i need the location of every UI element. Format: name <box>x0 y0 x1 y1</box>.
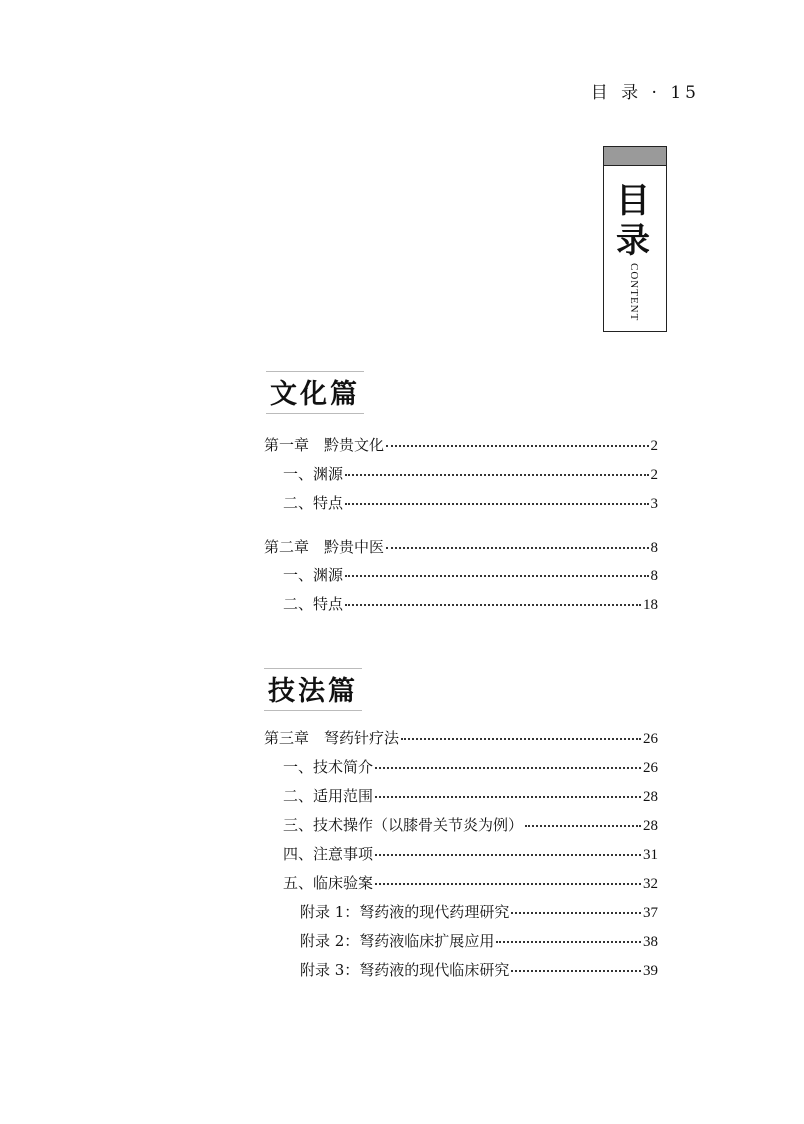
toc-entry-label: 二、特点 <box>283 494 344 512</box>
badge-char: 录 <box>616 221 650 261</box>
toc-entry-label: 四、注意事项 <box>283 845 374 863</box>
leader-dots <box>386 547 648 549</box>
toc-entry-label: 一、技术简介 <box>283 758 374 776</box>
toc-entry[interactable] <box>283 843 658 863</box>
toc-entry-page: 8 <box>650 540 658 556</box>
leader-dots <box>401 738 641 740</box>
badge-char: 目 <box>616 181 650 221</box>
toc-entry-page: 3 <box>650 496 658 512</box>
leader-dots <box>525 825 641 827</box>
toc-entry-label: 二、特点 <box>283 595 344 613</box>
badge-title <box>616 181 650 261</box>
toc-entry[interactable] <box>300 930 658 950</box>
toc-entry-label: 附录 2：弩药液临床扩展应用 <box>300 932 495 950</box>
toc-entry-label: 附录 1：弩药液的现代药理研究 <box>300 903 510 921</box>
badge-bar <box>604 147 666 166</box>
toc-entry[interactable] <box>283 492 658 512</box>
toc-entry-page: 38 <box>643 934 658 950</box>
toc-entry-page: 26 <box>643 731 658 747</box>
leader-dots <box>511 970 641 972</box>
toc-entry-label: 五、临床验案 <box>283 874 374 892</box>
section-title: 文化篇 <box>266 371 364 414</box>
toc-entry-label: 二、适用范围 <box>283 787 374 805</box>
leader-dots <box>511 912 641 914</box>
leader-dots <box>375 854 641 856</box>
toc-entry[interactable] <box>283 593 658 613</box>
toc-entry-label: 一、渊源 <box>283 566 344 584</box>
toc-entry-page: 18 <box>643 597 658 613</box>
toc-entry-label: 第一章 黔贵文化 <box>264 436 385 454</box>
toc-entry-page: 8 <box>650 568 658 584</box>
section-title: 技法篇 <box>264 668 362 711</box>
leader-dots <box>345 604 641 606</box>
toc-entry[interactable] <box>264 434 658 454</box>
running-head: 目 录 · 15 <box>590 83 700 103</box>
toc-entry-page: 31 <box>643 847 658 863</box>
toc-entry-page: 28 <box>643 789 658 805</box>
toc-entry-label: 附录 3：弩药液的现代临床研究 <box>300 961 510 979</box>
toc-entry-label: 第二章 黔贵中医 <box>264 538 385 556</box>
leader-dots <box>375 767 641 769</box>
toc-entry[interactable] <box>300 901 658 921</box>
leader-dots <box>375 796 641 798</box>
leader-dots <box>375 883 641 885</box>
leader-dots <box>345 575 648 577</box>
toc-entry-label: 一、渊源 <box>283 465 344 483</box>
toc-entry[interactable] <box>283 463 658 483</box>
toc-entry-page: 28 <box>643 818 658 834</box>
toc-entry-page: 37 <box>643 905 658 921</box>
toc-entry[interactable] <box>283 564 658 584</box>
toc-entry[interactable] <box>264 536 658 556</box>
toc-entry[interactable] <box>264 727 658 747</box>
toc-entry[interactable] <box>283 814 658 834</box>
toc-entry-page: 32 <box>643 876 658 892</box>
toc-entry-page: 2 <box>650 467 658 483</box>
toc-entry[interactable] <box>300 959 658 979</box>
toc-entry-page: 39 <box>643 963 658 979</box>
toc-entry[interactable] <box>283 756 658 776</box>
leader-dots <box>496 941 641 943</box>
contents-badge <box>603 146 667 332</box>
toc-entry[interactable] <box>283 785 658 805</box>
toc-entry-label: 三、技术操作（以膝骨关节炎为例） <box>283 816 524 834</box>
toc-entry[interactable] <box>283 872 658 892</box>
toc-entry-label: 第三章 弩药针疗法 <box>264 729 400 747</box>
badge-subtitle: CONTENT <box>628 263 640 322</box>
toc-entry-page: 2 <box>650 438 658 454</box>
leader-dots <box>386 445 648 447</box>
leader-dots <box>345 503 648 505</box>
toc-entry-page: 26 <box>643 760 658 776</box>
leader-dots <box>345 474 648 476</box>
